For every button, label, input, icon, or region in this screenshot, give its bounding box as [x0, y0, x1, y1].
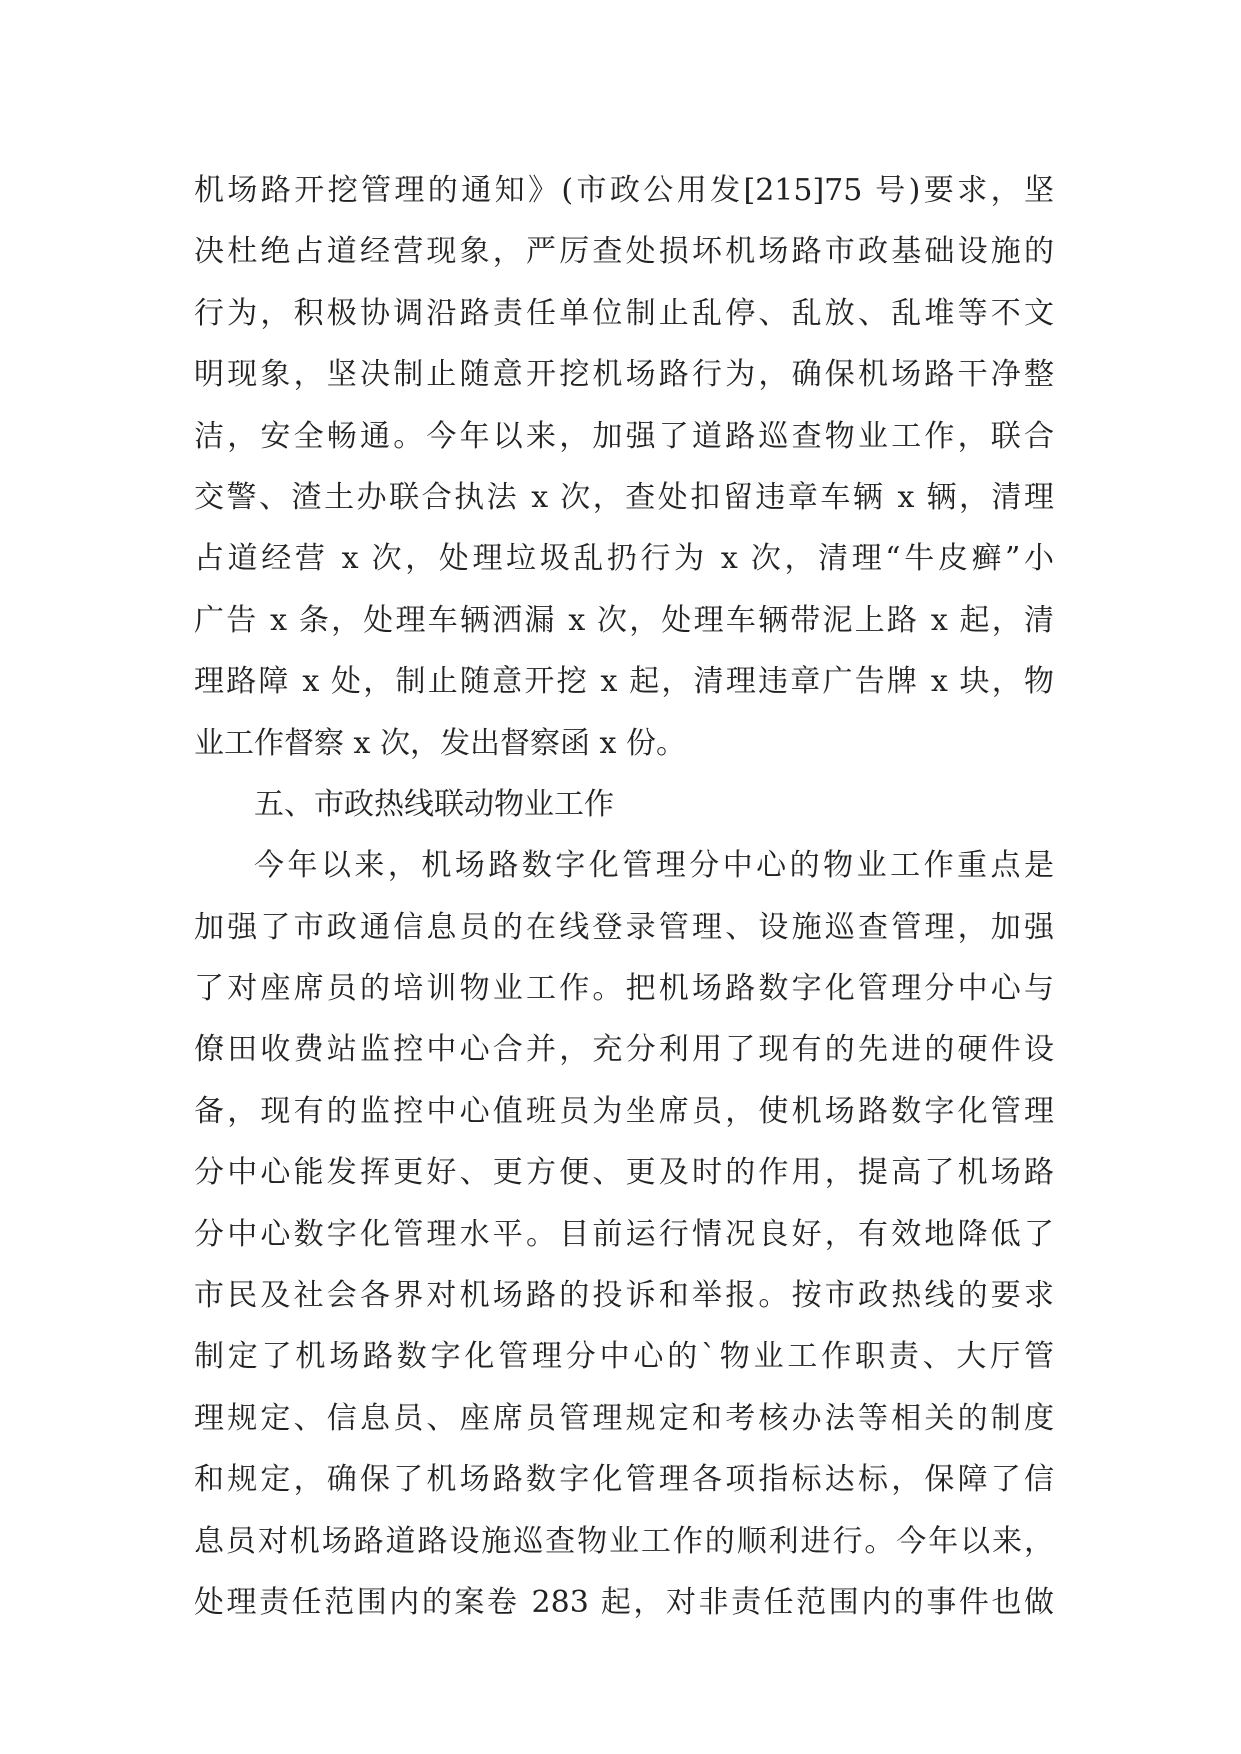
text-line: 了对座席员的培训物业工作。把机场路数字化管理分中心与: [194, 971, 1054, 1007]
text-line: 僚田收费站监控中心合并，充分利用了现有的先进的硬件设: [194, 1032, 1054, 1068]
text-line: 处理责任范围内的案卷 283 起，对非责任范围内的事件也做: [194, 1584, 1054, 1620]
text-line: 明现象，坚决制止随意开挖机场路行为，确保机场路干净整: [194, 357, 1054, 393]
text-line: 市民及社会各界对机场路的投诉和举报。按市政热线的要求: [194, 1278, 1054, 1314]
text-line: 广告 x 条，处理车辆洒漏 x 次，处理车辆带泥上路 x 起，清: [194, 602, 1054, 638]
text-line: 和规定，确保了机场路数字化管理各项指标达标，保障了信: [194, 1462, 1054, 1498]
text-line: 息员对机场路道路设施巡查物业工作的顺利进行。今年以来，: [194, 1523, 1054, 1559]
text-line: 制定了机场路数字化管理分中心的`物业工作职责、大厅管: [194, 1339, 1054, 1375]
text-line: 理规定、信息员、座席员管理规定和考核办法等相关的制度: [194, 1400, 1054, 1436]
text-line: 备，现有的监控中心值班员为坐席员，使机场路数字化管理: [194, 1093, 1054, 1129]
text-line: 行为，积极协调沿路责任单位制止乱停、乱放、乱堆等不文: [194, 295, 1054, 331]
paragraph-first-line: 今年以来，机场路数字化管理分中心的物业工作重点是: [254, 848, 1054, 884]
text-line: 交警、渣土办联合执法 x 次，查处扣留违章车辆 x 辆，清理: [194, 479, 1054, 515]
text-line: 加强了市政通信息员的在线登录管理、设施巡查管理，加强: [194, 909, 1054, 945]
text-line: 分中心数字化管理水平。目前运行情况良好，有效地降低了: [194, 1216, 1054, 1252]
text-line: 占道经营 x 次，处理垃圾乱扔行为 x 次，清理“牛皮癣”小: [194, 541, 1054, 577]
text-line: 分中心能发挥更好、更方便、更及时的作用，提高了机场路: [194, 1155, 1054, 1191]
body-text: [194, 160, 1054, 1633]
section-heading: 五、市政热线联动物业工作: [254, 786, 614, 822]
text-line: 理路障 x 处，制止随意开挖 x 起，清理违章广告牌 x 块，物: [194, 664, 1054, 700]
text-line: 洁，安全畅通。今年以来，加强了道路巡查物业工作，联合: [194, 418, 1054, 454]
text-line: 决杜绝占道经营现象，严厉查处损坏机场路市政基础设施的: [194, 234, 1054, 270]
text-line: 机场路开挖管理的通知》(市政公用发[215]75 号)要求，坚: [194, 173, 1054, 208]
text-line: 业工作督察 x 次，发出督察函 x 份。: [194, 725, 686, 761]
